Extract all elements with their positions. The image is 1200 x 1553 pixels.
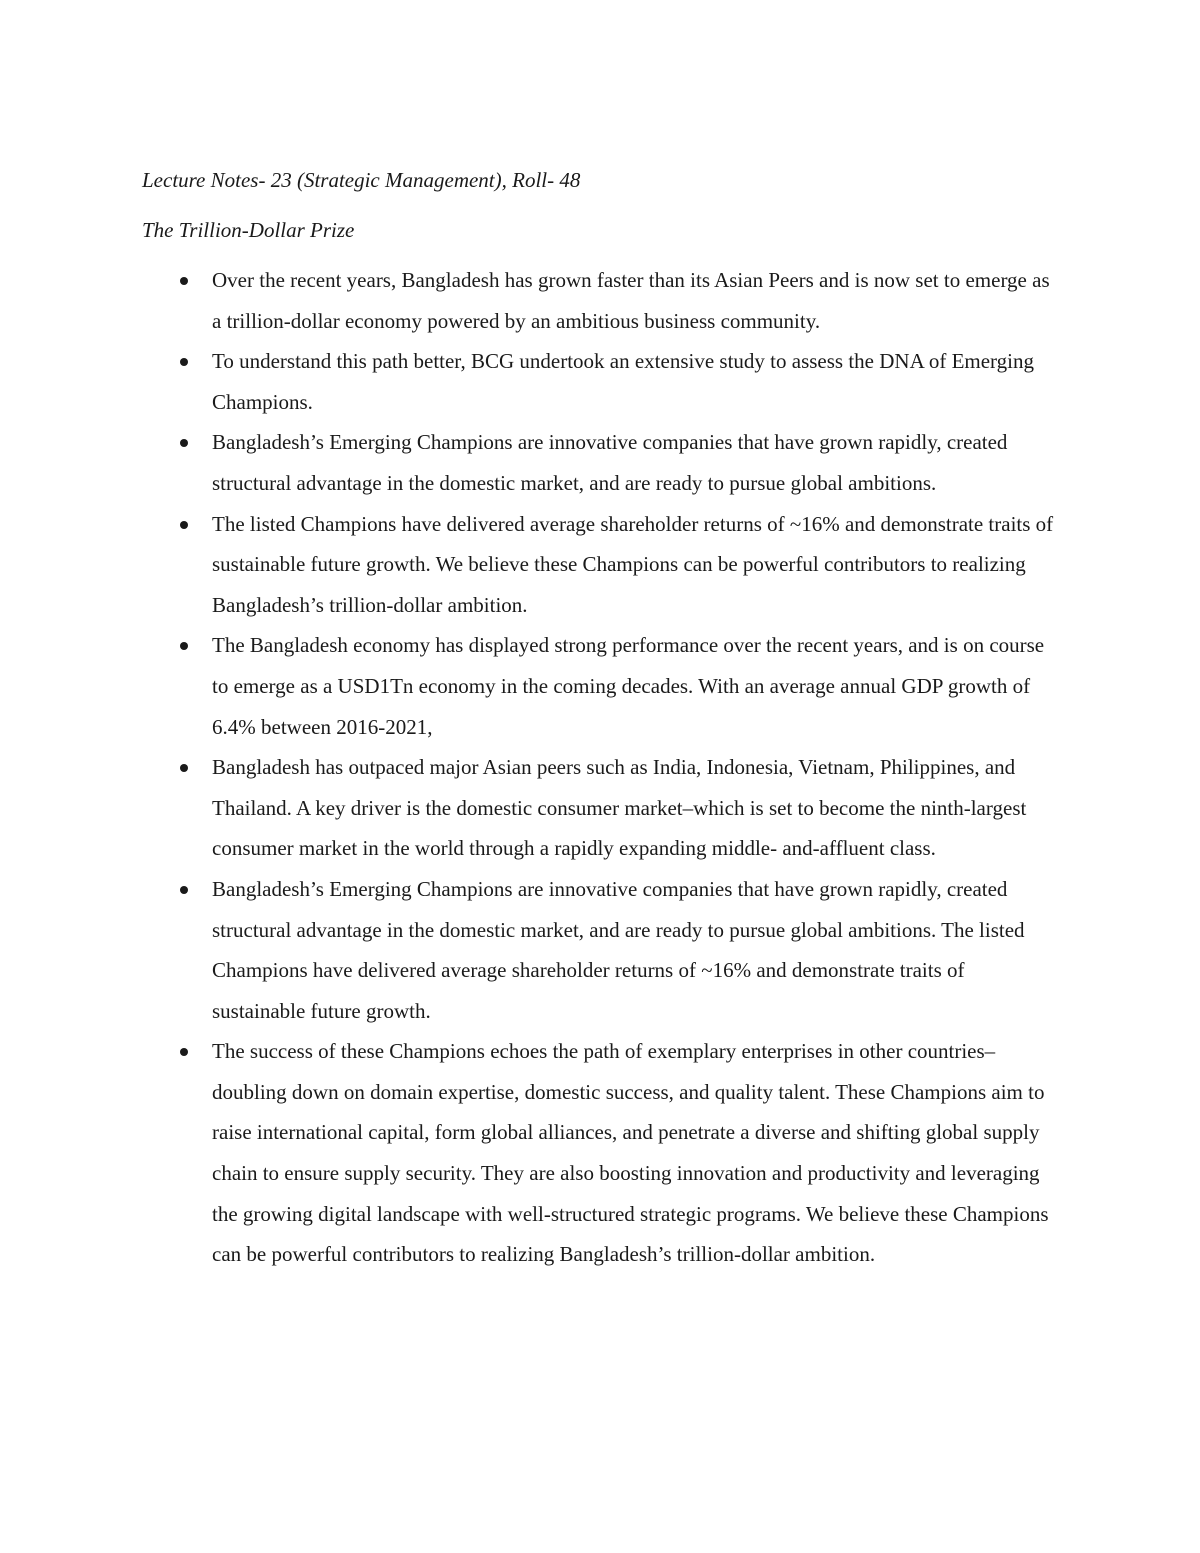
bullet-text: Bangladesh’s Emerging Champions are innovative companies that have grown rapidly, created structural advantage in the domestic market, and are ready to pursue global ambitions. (212, 430, 1008, 495)
section-heading: The Trillion-Dollar Prize (142, 218, 355, 242)
bullet-list (0, 260, 1200, 1275)
bullet-icon (180, 886, 188, 894)
list-item (0, 625, 1062, 747)
bullet-icon (180, 642, 188, 650)
bullet-text: The success of these Champions echoes the path of exemplary enterprises in other countries–doubling down on domain expertise, domestic success, and quality talent. These Champions aim to raise international capital, form global alliances, and penetrate a diverse and shifting global supply chain to ensure supply security. They are also boosting innovation and productivity and leveraging the growing digital landscape with well-structured strategic programs. We believe these Champions can be powerful contributors to realizing Bangladesh’s trillion-dollar ambition. (212, 1039, 1049, 1267)
document-title: Lecture Notes- 23 (Strategic Management), Roll- 48 (142, 168, 581, 192)
list-item (0, 1031, 1062, 1275)
list-item (0, 747, 1062, 869)
bullet-icon (180, 277, 188, 285)
bullet-icon (180, 439, 188, 447)
bullet-text: To understand this path better, BCG undertook an extensive study to assess the DNA of Emerging Champions. (212, 349, 1035, 414)
list-item (0, 869, 1062, 1031)
bullet-text: Over the recent years, Bangladesh has grown faster than its Asian Peers and is now set to emerge as a trillion-dollar economy powered by an ambitious business community. (212, 268, 1050, 333)
bullet-icon (180, 358, 188, 366)
list-item (0, 341, 1062, 422)
bullet-text: The listed Champions have delivered average shareholder returns of ~16% and demonstrate traits of sustainable future growth. We believe these Champions can be powerful contributors to realizing Bangladesh’s trillion-dollar ambition. (212, 511, 1054, 617)
bullet-icon (180, 1048, 188, 1056)
list-item (0, 504, 1062, 626)
bullet-text: Bangladesh’s Emerging Champions are innovative companies that have grown rapidly, created structural advantage in the domestic market, and are ready to pursue global ambitions. The listed Champions have delivered average shareholder returns of ~16% and demonstrate traits of sustainable future growth. (212, 876, 1025, 1023)
list-item (0, 260, 1062, 341)
bullet-text: Bangladesh has outpaced major Asian peers such as India, Indonesia, Vietnam, Philippines, and Thailand. A key driver is the domestic consumer market–which is set to become the ninth-largest consumer market in the world through a rapidly expanding middle- and-affluent class. (212, 755, 1027, 861)
bullet-text: The Bangladesh economy has displayed strong performance over the recent years, and is on course to emerge as a USD1Tn economy in the coming decades. With an average annual GDP growth of 6.4% between 2016-2021, (212, 633, 1045, 739)
bullet-icon (180, 521, 188, 529)
bullet-icon (180, 764, 188, 772)
list-item (0, 422, 1062, 503)
